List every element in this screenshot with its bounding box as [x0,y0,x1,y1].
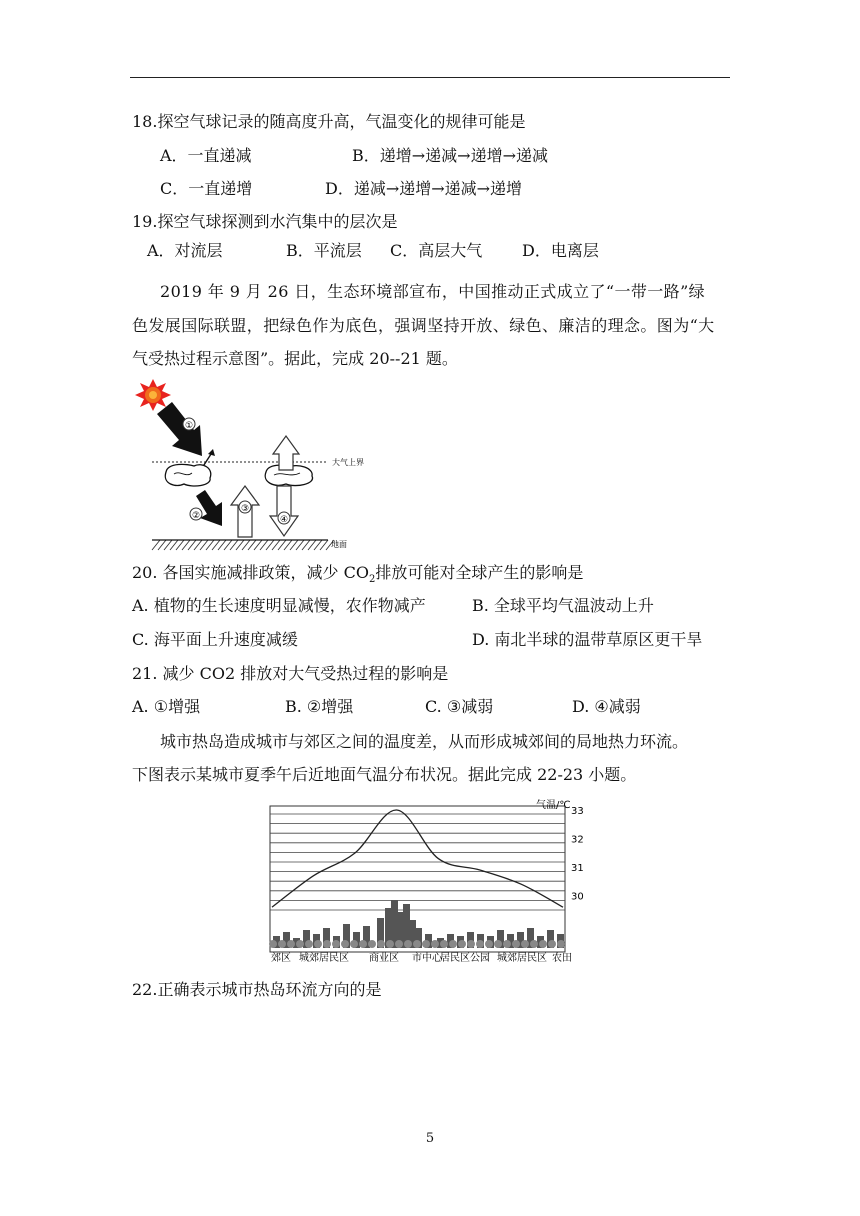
skyline-tree [512,940,520,948]
q21-option-c: C. ③减弱 [425,697,494,716]
skyline-tree [413,940,421,948]
skyline-tree [404,940,412,948]
skyline-tree [296,940,304,948]
passage1-line3: 气受热过程示意图”。据此，完成 20--21 题。 [132,349,458,368]
q18-stem: 18.探空气球记录的随高度升高，气温变化的规律可能是 [132,112,526,131]
chart-ytick-label: 31 [571,863,584,875]
chart-ytick-label: 30 [571,891,584,903]
skyline-tree [332,940,340,948]
skyline-tree [431,940,439,948]
q22-stem: 22.正确表示城市热岛环流方向的是 [132,980,382,999]
q19-option-a: A．对流层 [147,241,223,260]
skyline-tree [467,940,475,948]
chart-ylabel: 气温/℃ [536,800,571,811]
skyline-tree [323,940,331,948]
q19-option-d: D．电离层 [522,241,599,260]
skyline-tree [449,940,457,948]
q18-option-c: C．一直递增 [160,179,253,198]
atmospheric-heating-diagram [128,374,378,554]
skyline-tree [395,940,403,948]
q21-option-a: A. ①增强 [132,697,201,716]
sun-icon [135,379,171,411]
marker-1-label: ① [184,421,194,431]
atmosphere-top-label: 大气上界 [332,458,364,467]
q20-stem-post: 排放可能对全球产生的影响是 [375,563,584,582]
page-number: 5 [425,1131,435,1146]
q20-stem-subscript: 2 [368,574,376,586]
q18-option-d: D．递减→递增→递减→递增 [325,179,523,198]
skyline-tree [377,940,385,948]
q19-stem: 19.探空气球探测到水汽集中的层次是 [132,212,398,231]
q21-option-d: D. ④减弱 [572,697,641,716]
skyline-tree [530,940,538,948]
city-skyline-illustration [269,900,565,948]
skyline-tree [350,940,358,948]
q18-option-b: B．递增→递减→递增→递减 [352,146,548,165]
reflection-arrowhead-icon [208,449,215,456]
skyline-tree [305,940,313,948]
skyline-tree [548,940,556,948]
q19-option-b: B．平流层 [286,241,362,260]
counter-radiation-arrow [270,486,298,536]
marker-4-label: ④ [279,515,289,525]
chart-zone-label: 农田 [552,953,572,964]
chart-zone-label: 商业区 [369,953,399,964]
skyline-tree [359,940,367,948]
chart-ytick-label: 33 [571,806,584,817]
heat-island-chart [265,796,590,971]
chart-zone-label: 公园 [470,953,490,964]
q20-stem-pre: 20. 各国实施减排政策，减少 CO [132,563,369,582]
q21-option-b: B. ②增强 [285,697,354,716]
q21-stem: 21. 减少 CO2 排放对大气受热过程的影响是 [132,664,449,683]
q19-option-c: C．高层大气 [390,241,483,260]
q18-option-a: A．一直递减 [160,146,252,165]
chart-zone-label: 郊区 [271,953,291,964]
skyline-tree [440,940,448,948]
header-rule [130,77,730,78]
skyline-tree [314,940,322,948]
skyline-tree [557,940,565,948]
chart-zone-label: 市中心 [412,953,442,964]
skyline-tree [422,940,430,948]
solar-radiation-arrow [157,402,202,456]
q20-option-a: A. 植物的生长速度明显减慢，农作物减产 [132,596,426,615]
q20-option-b: B. 全球平均气温波动上升 [472,596,654,615]
skyline-tree [503,940,511,948]
marker-2-label: ② [191,511,201,521]
q20-option-c: C. 海平面上升速度减缓 [132,630,298,649]
skyline-tree [269,940,277,948]
q20-option-d: D. 南北半球的温带草原区更干旱 [472,630,703,649]
skyline-tree [494,940,502,948]
chart-zone-label: 居民区 [440,953,470,964]
ground-hatching [152,540,334,550]
marker-3-label: ③ [240,504,250,514]
skyline-tree [539,940,547,948]
q20-stem [132,563,583,590]
chart-zone-label: 城郊居民区 [299,953,349,964]
cloud-left-icon [165,464,210,486]
skyline-tree [278,940,286,948]
skyline-tree [476,940,484,948]
skyline-tree [485,940,493,948]
chart-zone-labels [271,951,572,964]
ground-label: 地面 [331,540,347,549]
skyline-tree [521,940,529,948]
chart-y-ticks [571,806,584,903]
passage1-line2: 色发展国际联盟，把绿色作为底色，强调坚持开放、绿色、廉洁的理念。图为“大 [132,316,715,335]
passage2-line2: 下图表示某城市夏季午后近地面气温分布状况。据此完成 22-23 小题。 [132,765,637,784]
passage2-line1: 城市热岛造成城市与郊区之间的温度差，从而形成城郊间的局地热力环流。 [160,732,689,751]
skyline-tree [386,940,394,948]
chart-zone-label: 城郊居民区 [497,953,547,964]
skyline-tree [287,940,295,948]
skyline-tree [368,940,376,948]
passage1-line1: 2019 年 9 月 26 日，生态环境部宣布，中国推动正式成立了“一带一路”绿 [160,282,706,301]
temperature-curve [272,810,563,907]
skyline-tree [341,940,349,948]
skyline-tree [458,940,466,948]
chart-ytick-label: 32 [571,834,584,846]
